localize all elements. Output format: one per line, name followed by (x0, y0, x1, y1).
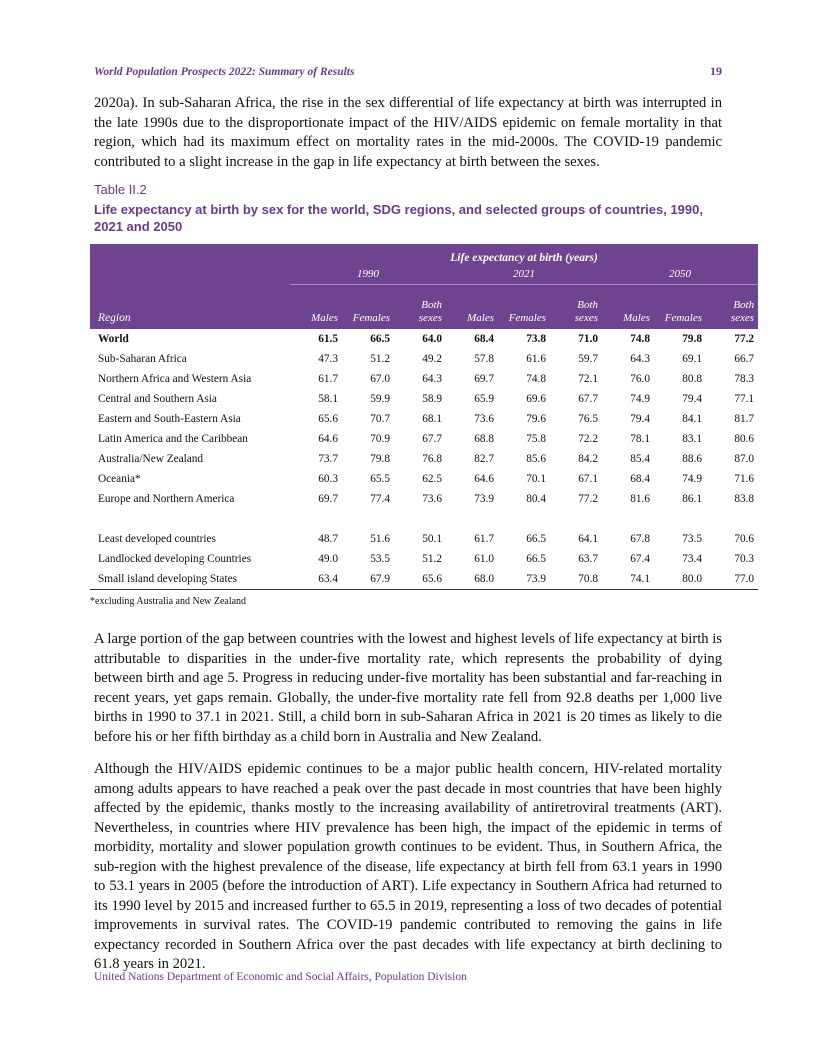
value-cell: 61.5 (318, 333, 338, 345)
value-cell: 63.4 (290, 569, 342, 590)
value-cell: 64.3 (422, 373, 442, 385)
value-cell: 47.3 (318, 353, 338, 365)
region-cell: Europe and Northern America (98, 493, 235, 505)
life-expectancy-table (90, 244, 758, 590)
value-cell: 64.0 (422, 333, 442, 345)
table-row (90, 369, 758, 389)
value-cell: 50.1 (422, 533, 442, 545)
value-cell: 53.5 (370, 553, 390, 565)
value-cell: 64.3 (630, 353, 650, 365)
region-cell: World (98, 333, 129, 345)
value-cell: 74.1 (602, 569, 654, 590)
value-cell: 88.6 (682, 453, 702, 465)
region-cell: Oceania* (98, 473, 141, 485)
table-row (90, 549, 758, 569)
value-cell: 77.1 (734, 393, 755, 405)
value-cell: 69.6 (526, 393, 546, 405)
table-row (90, 449, 758, 469)
table-label: Table II.2 (94, 182, 147, 197)
col-header-males: Males (467, 312, 494, 324)
table-spacer-row (90, 509, 758, 529)
value-cell: 63.7 (578, 553, 598, 565)
table-header-blank (90, 264, 290, 285)
value-cell: 78.1 (630, 433, 650, 445)
value-cell: 51.2 (370, 353, 390, 365)
value-cell: 51.2 (422, 553, 442, 565)
value-cell: 65.6 (394, 569, 446, 590)
body-paragraph-2: A large portion of the gap between countries with the lowest and highest levels of life expectancy at birth is attributable to disparities in the under-five mortality rate, which represents the probability of dying between birth and age 5. Progress in reducing under-five mortality has been substantial and far-reaching in recent years, yet gaps remain. Globally, the under-five mortality rate fell from 92.8 deaths per 1,000 live births in 1990 to 37.1 in 2021. Still, a child born in sub-Saharan Africa in 2021 is 20 times as likely to die before his or her fifth birthday as a child born in Australia and New Zealand. (94, 631, 722, 745)
value-cell: 70.1 (526, 473, 546, 485)
value-cell: 61.7 (318, 373, 338, 385)
table-row (90, 429, 758, 449)
value-cell: 70.6 (734, 533, 755, 545)
table-group-header: Life expectancy at birth (years) (450, 252, 598, 264)
value-cell: 73.9 (498, 569, 550, 590)
value-cell: 74.9 (630, 393, 650, 405)
year-header: 2021 (446, 264, 602, 285)
running-header (94, 64, 722, 79)
table-title: Life expectancy at birth by sex for the world, SDG regions, and selected groups of countries, 1990, 2021 and 2050 (94, 202, 703, 234)
value-cell: 74.8 (526, 373, 546, 385)
table-header-blank (90, 244, 290, 264)
value-cell: 77.2 (578, 493, 598, 505)
value-cell: 79.4 (630, 413, 650, 425)
value-cell: 73.5 (682, 533, 702, 545)
value-cell: 49.0 (318, 553, 338, 565)
value-cell: 80.0 (654, 569, 706, 590)
value-cell: 60.3 (318, 473, 338, 485)
page-footer: United Nations Department of Economic and Social Affairs, Population Division (94, 971, 467, 983)
col-header-females: Females (352, 312, 390, 324)
value-cell: 65.6 (318, 413, 338, 425)
region-cell: Eastern and South-Eastern Asia (98, 413, 241, 425)
value-cell: 48.7 (318, 533, 338, 545)
year-header: 1990 (290, 264, 446, 285)
value-cell: 73.4 (682, 553, 702, 565)
value-cell: 67.8 (630, 533, 650, 545)
value-cell: 81.7 (734, 413, 755, 425)
value-cell: 79.4 (682, 393, 702, 405)
value-cell: 75.8 (526, 433, 546, 445)
value-cell: 78.3 (734, 373, 755, 385)
value-cell: 49.2 (422, 353, 442, 365)
value-cell: 80.6 (734, 433, 755, 445)
value-cell: 85.6 (526, 453, 546, 465)
value-cell: 86.1 (682, 493, 702, 505)
value-cell: 69.1 (682, 353, 702, 365)
value-cell: 80.4 (526, 493, 546, 505)
region-cell: Small island developing States (90, 569, 290, 590)
region-cell: Australia/New Zealand (98, 453, 204, 465)
col-header-males: Males (311, 312, 338, 324)
value-cell: 74.9 (682, 473, 702, 485)
value-cell: 77.2 (734, 333, 755, 345)
table-row (90, 389, 758, 409)
value-cell: 83.1 (682, 433, 702, 445)
value-cell: 82.7 (474, 453, 494, 465)
value-cell: 57.8 (474, 353, 494, 365)
value-cell: 64.1 (578, 533, 598, 545)
value-cell: 84.2 (578, 453, 598, 465)
value-cell: 61.7 (474, 533, 494, 545)
value-cell: 74.8 (630, 333, 650, 345)
region-cell: Latin America and the Caribbean (98, 433, 248, 445)
value-cell: 67.1 (578, 473, 598, 485)
value-cell: 77.4 (370, 493, 390, 505)
value-cell: 68.4 (630, 473, 650, 485)
value-cell: 73.7 (318, 453, 338, 465)
value-cell: 79.6 (526, 413, 546, 425)
col-header-females: Females (508, 312, 546, 324)
table-row (90, 349, 758, 369)
value-cell: 68.4 (474, 333, 494, 345)
running-header-title: World Population Prospects 2022: Summary of Results (94, 66, 355, 78)
body-paragraph-3: Although the HIV/AIDS epidemic continues to be a major public health concern, HIV-related mortality among adults appears to have reached a peak over the past decade in most countries that have been highly affected by the epidemic, thanks mostly to the increasing availability of antiretroviral treatments (ART). Nevertheless, in countries where HIV prevalence has been high, the impact of the epidemic in terms of morbidity, mortality and slower population growth continues to be evident. Thus, in Southern Africa, the sub-region with the highest prevalence of the disease, life expectancy at birth fell from 63.1 years in 1990 to 53.1 years in 2005 (before the introduction of ART). Life expectancy in Southern Africa had returned to its 1990 level by 2015 and increased further to 65.5 in 2019, representing a loss of two decades of potential improvements in survival rates. The COVID-19 pandemic contributed to removing the gains in life expectancy recorded in Southern Africa over the past decades with life expectancy at birth declining to 61.8 years in 2021. (94, 761, 722, 972)
value-cell: 73.8 (526, 333, 546, 345)
value-cell: 71.0 (578, 333, 598, 345)
col-header-both-sexes: Both sexes (418, 299, 442, 324)
value-cell: 69.7 (474, 373, 494, 385)
value-cell: 73.6 (422, 493, 442, 505)
value-cell: 70.9 (370, 433, 390, 445)
value-cell: 67.7 (578, 393, 598, 405)
table-row (90, 409, 758, 429)
region-cell: Northern Africa and Western Asia (98, 373, 252, 385)
col-header-both-sexes: Both sexes (730, 299, 755, 324)
year-header: 2050 (602, 264, 758, 285)
value-cell: 73.6 (474, 413, 494, 425)
value-cell: 64.6 (474, 473, 494, 485)
value-cell: 67.0 (370, 373, 390, 385)
value-cell: 76.8 (422, 453, 442, 465)
value-cell: 66.5 (370, 333, 390, 345)
page-number: 19 (710, 64, 722, 78)
intro-paragraph: 2020a). In sub-Saharan Africa, the rise in the sex differential of life expectancy at birth was interrupted in the late 1990s due to the disproportionate impact of the HIV/AIDS epidemic on female mortality in that region, which had its maximum effect on mortality rates in the mid-2000s. The COVID-19 pandemic contributed to a slight increase in the gap in life expectancy at birth between the sexes. (94, 95, 722, 170)
value-cell: 76.5 (578, 413, 598, 425)
col-header-females: Females (664, 312, 702, 324)
value-cell: 69.7 (318, 493, 338, 505)
value-cell: 67.9 (342, 569, 394, 590)
value-cell: 58.9 (422, 393, 442, 405)
value-cell: 68.8 (474, 433, 494, 445)
value-cell: 61.0 (474, 553, 494, 565)
value-cell: 67.7 (422, 433, 442, 445)
region-cell: Landlocked developing Countries (98, 553, 252, 565)
value-cell: 61.6 (526, 353, 546, 365)
value-cell: 59.7 (578, 353, 598, 365)
table-footnote: *excluding Australia and New Zealand (90, 596, 247, 607)
table-row (90, 569, 758, 590)
value-cell: 66.7 (734, 353, 755, 365)
region-cell: Central and Southern Asia (98, 393, 217, 405)
value-cell: 58.1 (318, 393, 338, 405)
value-cell: 73.9 (474, 493, 494, 505)
value-cell: 76.0 (630, 373, 650, 385)
value-cell: 66.5 (526, 533, 546, 545)
table-row (90, 529, 758, 549)
region-column-header: Region (98, 312, 131, 324)
value-cell: 77.0 (706, 569, 758, 590)
value-cell: 85.4 (630, 453, 650, 465)
table-row (90, 489, 758, 509)
value-cell: 62.5 (422, 473, 442, 485)
value-cell: 79.8 (682, 333, 702, 345)
value-cell: 72.2 (578, 433, 598, 445)
value-cell: 83.8 (734, 493, 755, 505)
value-cell: 68.1 (422, 413, 442, 425)
value-cell: 51.6 (370, 533, 390, 545)
value-cell: 84.1 (682, 413, 702, 425)
value-cell: 65.9 (474, 393, 494, 405)
value-cell: 80.8 (682, 373, 702, 385)
col-header-both-sexes: Both sexes (574, 299, 598, 324)
value-cell: 79.8 (370, 453, 390, 465)
value-cell: 70.8 (550, 569, 602, 590)
value-cell: 81.6 (630, 493, 650, 505)
value-cell: 64.6 (318, 433, 338, 445)
value-cell: 66.5 (526, 553, 546, 565)
value-cell: 67.4 (630, 553, 650, 565)
value-cell: 72.1 (578, 373, 598, 385)
value-cell: 59.9 (370, 393, 390, 405)
table-row (90, 469, 758, 489)
table-row (90, 329, 758, 349)
value-cell: 70.7 (370, 413, 390, 425)
value-cell: 71.6 (734, 473, 755, 485)
col-header-males: Males (623, 312, 650, 324)
value-cell: 70.3 (734, 553, 755, 565)
region-cell: Sub-Saharan Africa (98, 353, 187, 365)
value-cell: 65.5 (370, 473, 390, 485)
value-cell: 87.0 (734, 453, 755, 465)
region-cell: Least developed countries (98, 533, 216, 545)
value-cell: 68.0 (446, 569, 498, 590)
